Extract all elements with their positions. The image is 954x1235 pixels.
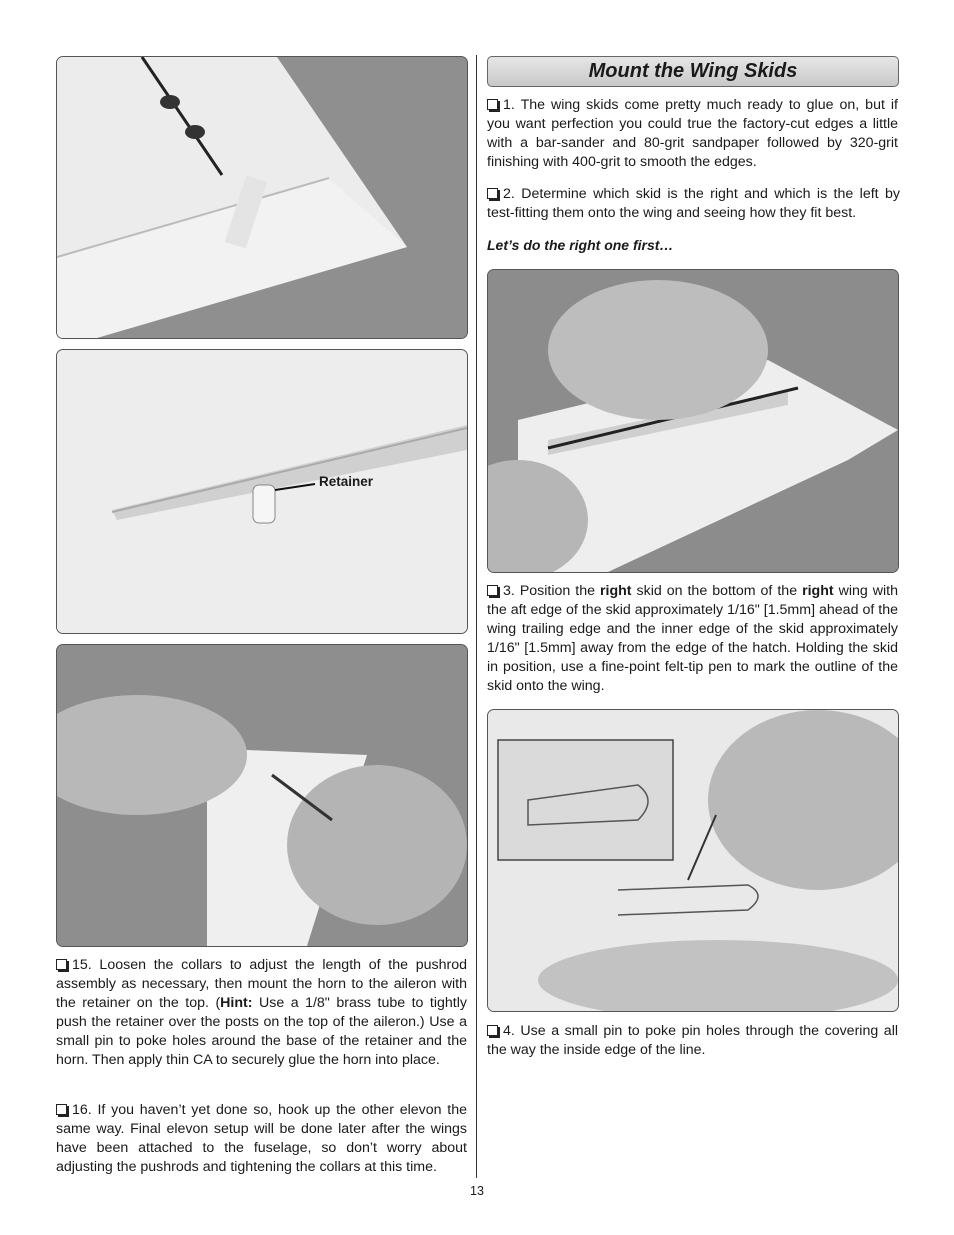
step-4-text: 4. Use a small pin to poke pin holes through the covering all the way the inside edge of the line.: [487, 1023, 898, 1058]
photo-pin-holes-outline: [487, 709, 899, 1012]
page-number: 13: [470, 1184, 484, 1198]
checkbox-step-15[interactable]: [56, 959, 67, 970]
photo-retainer: [56, 349, 468, 634]
photo-marking-skid: [487, 269, 899, 573]
checkbox-step-1[interactable]: [487, 99, 498, 110]
checkbox-step-4[interactable]: [487, 1025, 498, 1036]
photo-pin-holes-horn: [56, 644, 468, 947]
step-2-text: 2. Determine which skid is the right and which is the left by test-fitting them onto the wing and seeing how they fit best.: [487, 186, 900, 221]
photo-pushrod-horn: [56, 56, 468, 339]
checkbox-step-16[interactable]: [56, 1104, 67, 1115]
column-divider: [476, 55, 477, 1178]
subheading-right-first: Let’s do the right one first…: [487, 237, 674, 253]
step-15-text: 15. Loosen the collars to adjust the length of the pushrod assembly as necessary, then mount the horn to the aileron with the retainer on the top. (Hint: Use a 1/8" brass tube to tightly push the retainer over the posts on the top of the aileron.) Use a small pin to poke holes around the base of the retainer and the horn. Then apply thin CA to securely glue the horn into place.: [56, 957, 467, 1068]
checkbox-step-2[interactable]: [487, 188, 498, 199]
step-3-text: 3. Position the right skid on the bottom of the right wing with the aft edge of the skid approximately 1/16" [1.5mm] ahead of the wing trailing edge and the inner edge of the skid approximately 1/16" [1.5mm] away from the edge of the hatch. Holding the skid in position, use a fine-point felt-tip pen to mark the outline of the skid onto the wing.: [487, 583, 898, 694]
step-16-text: 16. If you haven’t yet done so, hook up the other elevon the same way. Final elevon setup will be done later after the wings have been attached to the fuselage, so don’t worry about adjusting the pushrods and tightening the collars at this time.: [56, 1102, 467, 1175]
retainer-label: Retainer: [319, 474, 374, 489]
step-1-text: 1. The wing skids come pretty much ready to glue on, but if you want perfection you could true the factory-cut edges a little with a bar-sander and 80-grit sandpaper followed by 320-grit finishing with 400-grit to smooth the edges.: [487, 97, 898, 170]
checkbox-step-3[interactable]: [487, 585, 498, 596]
section-heading: Mount the Wing Skids: [487, 56, 899, 87]
